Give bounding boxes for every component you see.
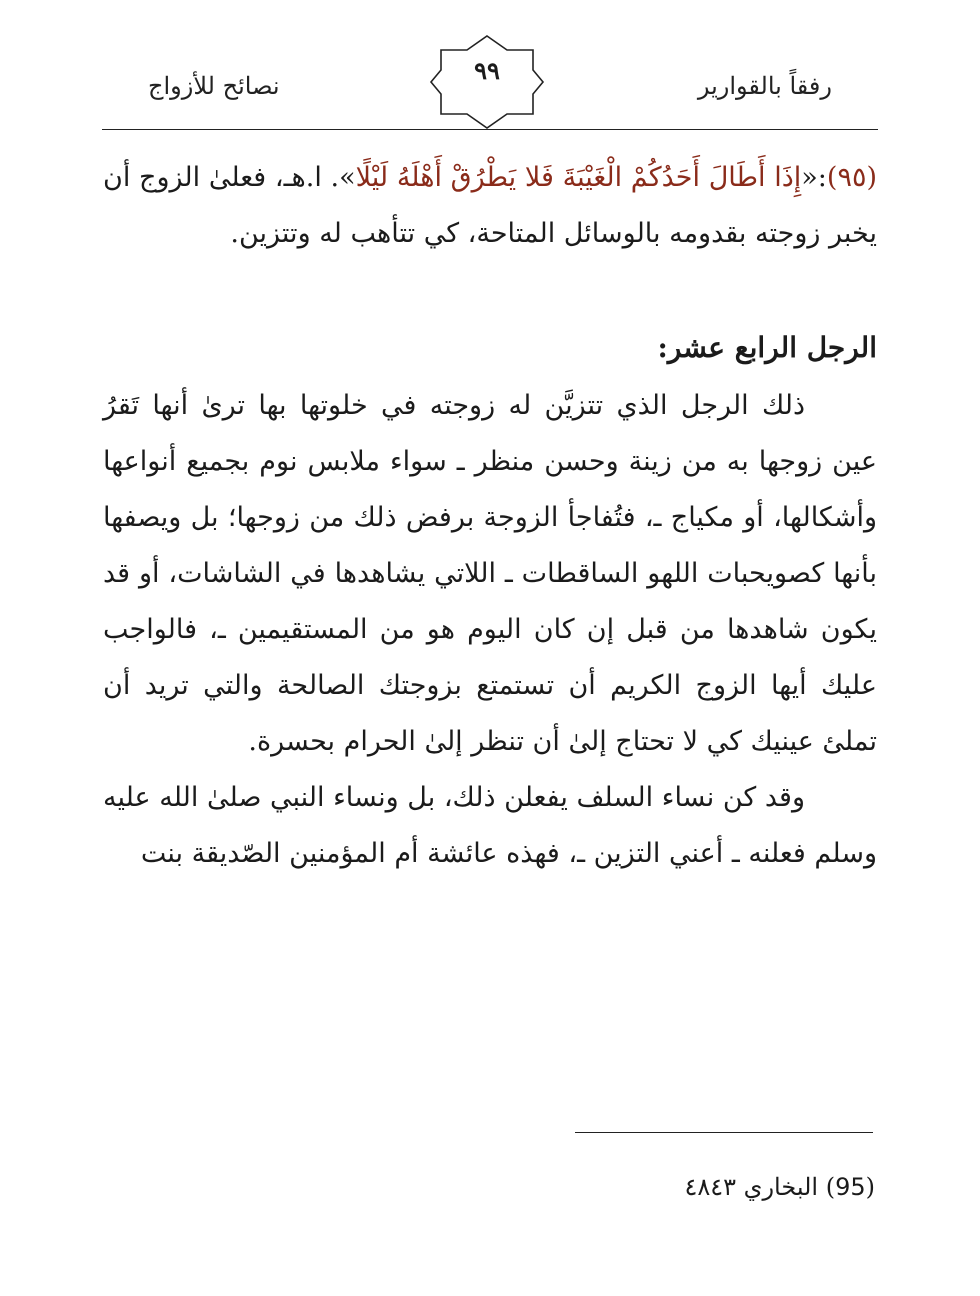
paragraph-2: وقد كن نساء السلف يفعلن ذلك، بل ونساء النبي صلىٰ الله عليه وسلم فعلنه ـ أعني التزين ـ، فهذه عائشة أم المؤمنين الصّديقة بنت [103,782,877,869]
header-divider [102,129,878,130]
footnote-marker[interactable]: (٩٥) [826,162,877,193]
footnote-divider [575,1132,873,1133]
hadith-text: إِذَا أَطَالَ أَحَدُكُمْ الْغَيْبَةَ فَلا يَطْرُقْ أَهْلَهُ لَيْلًا [355,162,802,193]
footnote-text: البخاري ٤٨٤٣ [684,1173,819,1201]
intro-rest: ». ا.هـ، فعلىٰ الزوج أن يخبر زوجته بقدومه بالوسائل المتاحة، كي تتأهب له وتتزين. [103,162,877,249]
quote-open: :« [801,162,827,193]
footnote-number: 95 [835,1173,866,1201]
section-heading: الرجل الرابع عشر: [657,331,877,364]
intro-paragraph [103,150,877,262]
running-header-chapter-title: نصائح للأزواج [148,72,280,100]
footnote: (95) البخاري ٤٨٤٣ [684,1173,875,1201]
paragraph-1: ذلك الرجل الذي تتزيَّن له زوجته في خلوتها بها ترىٰ أنها تَقرُ عين زوجها به من زينة وحسن منظر ـ سواء ملابس نوم بجميع أنواعها وأشكالها، أو مكياج ـ، فتُفاجأ الزوجة برفض ذلك من زوجها؛ بل ويصفها بأنها كصويحبات اللهو الساقطات ـ اللاتي يشاهدها في الشاشات، أو قد يكون شاهدها من قبل إن كان اليوم هو من المستقيمين ـ، فالواجب عليك أيها الزوج الكريم أن تستمتع بزوجتك الصالحة والتي تريد أن تملئ عينيك كي لا تحتاج إلىٰ أن تنظر إلىٰ الحرام بحسرة. [103,390,877,757]
page-number: ٩٩ [474,56,500,85]
running-header-book-title: رفقاً بالقوارير [697,72,832,100]
page-body [103,150,877,882]
